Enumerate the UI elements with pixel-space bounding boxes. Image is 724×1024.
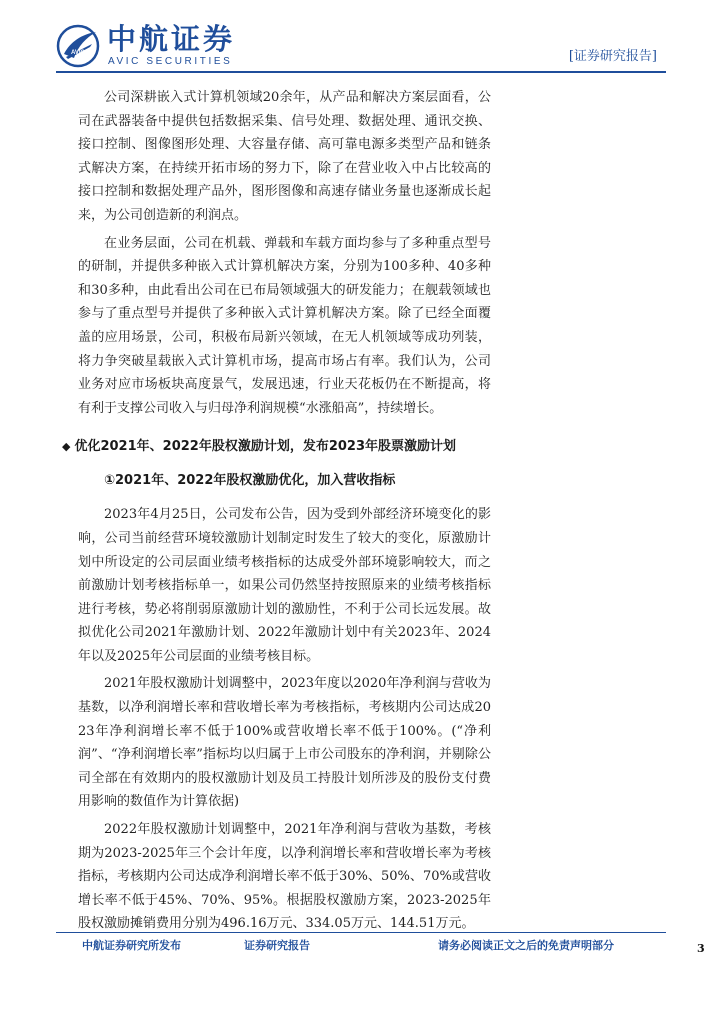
section-heading [62,433,491,461]
brand-name-cn: 中航证券 [107,22,236,56]
body-paragraph: 2022年股权激励计划调整中，2021年净利润与营收为基数，考核期为2023-2025年三个会计年度，以净利润增长率和营收增长率为考核指标，考核期内公司达成净利润增长率不低于30%、50%、70%或营收增长率不低于45%、70%、95%。根据股权激励方案，2023-2025年股权激励摊销费用分别为496.16万元、334.05万元、144.51万元。 [78,822,491,932]
body-paragraph: 在业务层面，公司在机载、弹载和车载方面均参与了多种重点型号的研制，并提供多种嵌入式计算机解决方案，分别为100多种、40多种和30多种，由此看出公司在已布局领域强大的研发能力；在舰载领域也参与了重点型号并提供了多种嵌入式计算机解决方案。除了已经全面覆盖的应用场景，公司，积极布局新兴领域，在无人机领域等成功列装，将力争突破星载嵌入式计算机市场，提高市场占有率。我们认为，公司业务对应市场板块高度景气，发展迅速，行业天花板仍在不断提高，将有利于支撑公司收入与归母净利润规模“水涨船高”，持续增长。 [78,235,491,416]
page-number: 3 [697,942,705,955]
diamond-bullet-icon: ◆ [62,440,71,454]
brand-name-en: AVIC SECURITIES [108,56,233,67]
section-heading-text: 优化2021年、2022年股权激励计划，发布2023年股票激励计划 [74,439,457,455]
main-content [62,86,491,940]
avic-logo-icon [56,24,100,68]
body-paragraph: 公司深耕嵌入式计算机领域20余年，从产品和解决方案层面看，公司在武器装备中提供包括数据采集、信号处理、数据处理、通讯交换、接口控制、图像图形处理、大容量存储、高可靠电源多类型产品和链条式解决方案，在持续开拓市场的努力下，除了在营业收入中占比较高的接口控制和数据处理产品外，图形图像和高速存储业务量也逐渐成长起来，为公司创造新的利润点。 [78,90,491,223]
sub-heading: ①2021年、2022年股权激励优化，加入营收指标 [104,473,396,489]
page-footer [0,932,724,962]
footer-publisher: 中航证券研究所发布 [82,939,181,952]
body-paragraph: 2023年4月25日，公司发布公告，因为受到外部经济环境变化的影响，公司当前经营环境较激励计划制定时发生了较大的变化，原激励计划中所设定的公司层面业绩考核指标的达成受外部环境影响较大，而之前激励计划考核指标单一，如果公司仍然坚持按照原来的业绩考核指标进行考核，势必将削弱原激励计划的激励性，不利于公司长远发展。故拟优化公司2021年激励计划、2022年激励计划中有关2023年、2024年以及2025年公司层面的业绩考核目标。 [78,507,491,664]
footer-disclaimer: 请务必阅读正文之后的免责声明部分 [438,939,614,952]
logo-text: AVIC [71,50,85,56]
header-divider [56,71,666,73]
footer-divider [56,932,666,933]
page-header [0,0,724,78]
body-paragraph: 2021年股权激励计划调整中，2023年度以2020年净利润与营收为基数，以净利润增长率和营收增长率为考核指标，考核期内公司达成2023年净利润增长率不低于100%或营收增长率不低于100%。(“净利润”、“净利润增长率”指标均以归属于上市公司股东的净利润，并剔除公司全部在有效期内的股权激励计划及员工持股计划所涉及的股份支付费用影响的数值作为计算依据) [78,676,491,810]
footer-report-type: 证券研究报告 [244,939,310,952]
report-type-tag: [证券研究报告] [568,49,657,64]
